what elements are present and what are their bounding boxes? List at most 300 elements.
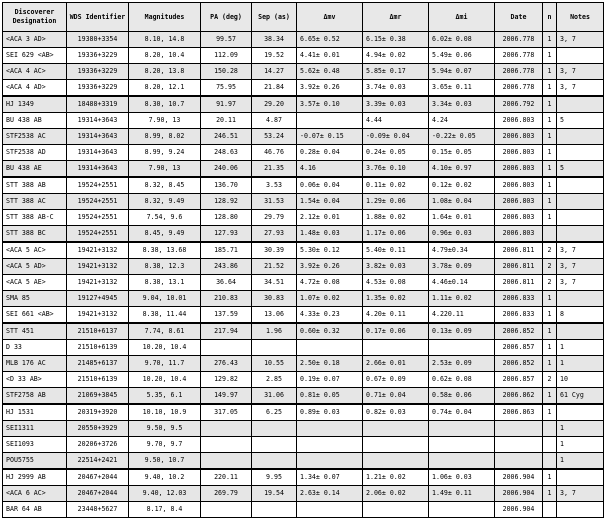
- table-row: [3, 80, 604, 97]
- cell-pa: 269.79: [201, 486, 252, 502]
- cell-discoverer: STF2538 AD: [3, 145, 67, 161]
- cell-notes: 3, 7: [557, 242, 604, 259]
- cell-date: 2006.811: [495, 242, 543, 259]
- cell-sep: 13.06: [252, 307, 297, 324]
- cell-notes: [557, 226, 604, 243]
- cell-dmv: [297, 340, 363, 356]
- cell-dmi: 0.62± 0.08: [429, 372, 495, 388]
- cell-date: 2006.803: [495, 177, 543, 194]
- cell-n: 1: [543, 113, 557, 129]
- table-row: [3, 388, 604, 405]
- table-row: [3, 372, 604, 388]
- cell-n: 1: [543, 129, 557, 145]
- cell-pa: 149.97: [201, 388, 252, 405]
- cell-notes: 10: [557, 372, 604, 388]
- cell-discoverer: <ACA 4 AC>: [3, 64, 67, 80]
- cell-discoverer: <ACA 5 AC>: [3, 242, 67, 259]
- cell-dmi: [429, 421, 495, 437]
- cell-magnitudes: 8.30, 10.7: [129, 96, 201, 113]
- table-row: [3, 323, 604, 340]
- cell-dmi: 4.10± 0.97: [429, 161, 495, 178]
- cell-discoverer: POU5755: [3, 453, 67, 470]
- cell-sep: 21.35: [252, 161, 297, 178]
- cell-dmv: 0.06± 0.04: [297, 177, 363, 194]
- cell-dmi: 2.53± 0.09: [429, 356, 495, 372]
- cell-notes: [557, 469, 604, 486]
- header-n: n: [543, 3, 557, 32]
- cell-dmv: [297, 437, 363, 453]
- cell-discoverer: BU 438 AE: [3, 161, 67, 178]
- header-date: Date: [495, 3, 543, 32]
- cell-dmi: 0.58± 0.06: [429, 388, 495, 405]
- cell-dmr: 1.21± 0.02: [363, 469, 429, 486]
- cell-dmi: 4.24: [429, 113, 495, 129]
- cell-sep: 30.83: [252, 291, 297, 307]
- table-row: [3, 210, 604, 226]
- table-row: [3, 242, 604, 259]
- table-row: [3, 469, 604, 486]
- cell-pa: 112.09: [201, 48, 252, 64]
- cell-discoverer: STT 388 AB: [3, 177, 67, 194]
- cell-sep: 10.55: [252, 356, 297, 372]
- table-container: [2, 2, 604, 518]
- cell-pa: 210.83: [201, 291, 252, 307]
- cell-date: 2006.803: [495, 129, 543, 145]
- cell-magnitudes: 8.32, 8.45: [129, 177, 201, 194]
- cell-pa: 36.64: [201, 275, 252, 291]
- table-row: [3, 421, 604, 437]
- cell-magnitudes: 8.45, 9.49: [129, 226, 201, 243]
- cell-dmi: 6.02± 0.08: [429, 32, 495, 48]
- table-row: [3, 259, 604, 275]
- cell-wds: 21069+3845: [67, 388, 129, 405]
- cell-wds: 22514+2421: [67, 453, 129, 470]
- cell-dmv: 6.65± 0.52: [297, 32, 363, 48]
- cell-pa: 240.06: [201, 161, 252, 178]
- cell-discoverer: D 33: [3, 340, 67, 356]
- cell-n: 2: [543, 275, 557, 291]
- cell-discoverer: BU 438 AB: [3, 113, 67, 129]
- cell-magnitudes: 9.70, 9.7: [129, 437, 201, 453]
- cell-dmv: 4.33± 0.23: [297, 307, 363, 324]
- table-row: [3, 291, 604, 307]
- cell-n: 1: [543, 356, 557, 372]
- table-row: [3, 453, 604, 470]
- cell-pa: 185.71: [201, 242, 252, 259]
- cell-dmi: 1.49± 0.11: [429, 486, 495, 502]
- cell-dmr: 1.17± 0.06: [363, 226, 429, 243]
- cell-discoverer: <ACA 4 AD>: [3, 80, 67, 97]
- cell-dmi: 5.94± 0.07: [429, 64, 495, 80]
- cell-pa: 127.93: [201, 226, 252, 243]
- cell-n: [543, 421, 557, 437]
- cell-discoverer: HJ 2999 AB: [3, 469, 67, 486]
- cell-date: [495, 421, 543, 437]
- cell-magnitudes: 10.10, 10.9: [129, 404, 201, 421]
- cell-wds: 19421+3132: [67, 307, 129, 324]
- cell-notes: [557, 291, 604, 307]
- cell-dmv: 0.28± 0.04: [297, 145, 363, 161]
- cell-dmv: [297, 453, 363, 470]
- cell-dmr: 1.88± 0.02: [363, 210, 429, 226]
- cell-dmv: -0.07± 0.15: [297, 129, 363, 145]
- cell-date: 2006.904: [495, 502, 543, 518]
- cell-n: [543, 502, 557, 518]
- cell-dmr: 3.39± 0.03: [363, 96, 429, 113]
- cell-dmr: [363, 502, 429, 518]
- cell-notes: 8: [557, 307, 604, 324]
- cell-n: 1: [543, 64, 557, 80]
- cell-notes: [557, 177, 604, 194]
- cell-dmv: 3.92± 0.26: [297, 259, 363, 275]
- cell-sep: 2.85: [252, 372, 297, 388]
- cell-notes: [557, 404, 604, 421]
- cell-sep: [252, 340, 297, 356]
- cell-discoverer: MLB 176 AC: [3, 356, 67, 372]
- cell-n: 1: [543, 80, 557, 97]
- cell-date: 2006.792: [495, 96, 543, 113]
- cell-dmr: 3.82± 0.03: [363, 259, 429, 275]
- cell-date: 2006.862: [495, 388, 543, 405]
- cell-wds: 19524+2551: [67, 226, 129, 243]
- cell-wds: 19421+3132: [67, 259, 129, 275]
- cell-wds: 19524+2551: [67, 177, 129, 194]
- cell-magnitudes: 9.70, 11.7: [129, 356, 201, 372]
- cell-date: 2006.778: [495, 64, 543, 80]
- cell-dmi: 3.78± 0.09: [429, 259, 495, 275]
- cell-sep: 29.20: [252, 96, 297, 113]
- cell-dmr: 2.66± 0.01: [363, 356, 429, 372]
- header-dmr: Δmr: [363, 3, 429, 32]
- table-row: [3, 48, 604, 64]
- cell-notes: [557, 129, 604, 145]
- cell-dmr: 1.29± 0.06: [363, 194, 429, 210]
- cell-dmi: 3.34± 0.03: [429, 96, 495, 113]
- cell-notes: 1: [557, 453, 604, 470]
- cell-sep: [252, 421, 297, 437]
- cell-notes: [557, 210, 604, 226]
- cell-notes: [557, 323, 604, 340]
- cell-n: 1: [543, 404, 557, 421]
- cell-date: 2006.863: [495, 404, 543, 421]
- cell-sep: 30.39: [252, 242, 297, 259]
- cell-dmv: 5.62± 0.48: [297, 64, 363, 80]
- cell-date: 2006.778: [495, 48, 543, 64]
- cell-dmi: 4.46±0.14: [429, 275, 495, 291]
- cell-pa: 243.86: [201, 259, 252, 275]
- cell-date: 2006.803: [495, 194, 543, 210]
- table-row: [3, 486, 604, 502]
- cell-magnitudes: 8.20, 12.1: [129, 80, 201, 97]
- cell-wds: 19421+3132: [67, 242, 129, 259]
- cell-discoverer: STT 451: [3, 323, 67, 340]
- cell-date: [495, 453, 543, 470]
- cell-n: [543, 226, 557, 243]
- table-row: [3, 307, 604, 324]
- cell-discoverer: STF2758 AB: [3, 388, 67, 405]
- cell-dmr: 0.67± 0.09: [363, 372, 429, 388]
- cell-magnitudes: 7.54, 9.6: [129, 210, 201, 226]
- cell-pa: 217.94: [201, 323, 252, 340]
- cell-dmi: 1.64± 0.01: [429, 210, 495, 226]
- table-row: [3, 437, 604, 453]
- cell-discoverer: SEI 629 <AB>: [3, 48, 67, 64]
- cell-dmi: 3.65± 0.11: [429, 80, 495, 97]
- header-sep: Sep (as): [252, 3, 297, 32]
- cell-date: 2006.803: [495, 145, 543, 161]
- cell-dmr: 4.94± 0.02: [363, 48, 429, 64]
- cell-notes: 3, 7: [557, 486, 604, 502]
- cell-discoverer: STT 388 AC: [3, 194, 67, 210]
- cell-discoverer: BAR 64 AB: [3, 502, 67, 518]
- cell-wds: 19314+3643: [67, 113, 129, 129]
- header-dmi: Δmi: [429, 3, 495, 32]
- cell-date: 2006.803: [495, 113, 543, 129]
- cell-sep: [252, 502, 297, 518]
- cell-n: 1: [543, 210, 557, 226]
- cell-pa: 91.97: [201, 96, 252, 113]
- cell-date: 2006.833: [495, 307, 543, 324]
- cell-wds: 19336+3229: [67, 48, 129, 64]
- cell-notes: [557, 145, 604, 161]
- cell-n: [543, 453, 557, 470]
- cell-pa: 317.05: [201, 404, 252, 421]
- cell-date: 2006.803: [495, 161, 543, 178]
- cell-magnitudes: 8.20, 13.8: [129, 64, 201, 80]
- cell-dmi: [429, 340, 495, 356]
- cell-dmv: 4.41± 0.01: [297, 48, 363, 64]
- cell-dmr: [363, 437, 429, 453]
- double-star-measurements-table: [2, 2, 604, 518]
- header-dmv: Δmv: [297, 3, 363, 32]
- cell-dmi: 0.74± 0.04: [429, 404, 495, 421]
- cell-notes: 1: [557, 356, 604, 372]
- cell-date: 2006.778: [495, 80, 543, 97]
- cell-sep: 27.93: [252, 226, 297, 243]
- cell-notes: [557, 48, 604, 64]
- cell-n: 1: [543, 194, 557, 210]
- cell-pa: [201, 437, 252, 453]
- cell-notes: 3, 7: [557, 259, 604, 275]
- cell-dmr: 6.15± 0.38: [363, 32, 429, 48]
- cell-discoverer: STF2538 AC: [3, 129, 67, 145]
- table-row: [3, 226, 604, 243]
- cell-pa: [201, 340, 252, 356]
- cell-pa: 129.82: [201, 372, 252, 388]
- header-row: [3, 3, 604, 32]
- cell-sep: 6.25: [252, 404, 297, 421]
- cell-notes: [557, 502, 604, 518]
- cell-magnitudes: 10.20, 10.4: [129, 340, 201, 356]
- table-row: [3, 340, 604, 356]
- cell-dmi: 1.06± 0.03: [429, 469, 495, 486]
- cell-discoverer: SEI 661 <AB>: [3, 307, 67, 324]
- cell-wds: 19336+3229: [67, 64, 129, 80]
- cell-magnitudes: 8.10, 14.8: [129, 32, 201, 48]
- header-discoverer: Discoverer Designation: [3, 3, 67, 32]
- cell-dmr: [363, 453, 429, 470]
- cell-magnitudes: 7.90, 13: [129, 161, 201, 178]
- cell-date: 2006.852: [495, 323, 543, 340]
- cell-dmi: 0.15± 0.05: [429, 145, 495, 161]
- cell-dmv: 0.60± 0.32: [297, 323, 363, 340]
- cell-dmi: [429, 502, 495, 518]
- cell-notes: 5: [557, 113, 604, 129]
- cell-dmi: 5.49± 0.06: [429, 48, 495, 64]
- cell-dmv: 4.16: [297, 161, 363, 178]
- cell-dmr: 3.74± 0.03: [363, 80, 429, 97]
- cell-wds: 21510+6139: [67, 340, 129, 356]
- cell-wds: 19314+3643: [67, 145, 129, 161]
- cell-dmv: 0.89± 0.03: [297, 404, 363, 421]
- cell-dmi: 0.96± 0.03: [429, 226, 495, 243]
- cell-dmr: [363, 421, 429, 437]
- cell-pa: [201, 453, 252, 470]
- cell-dmr: 0.24± 0.05: [363, 145, 429, 161]
- cell-n: [543, 437, 557, 453]
- cell-dmi: 1.11± 0.02: [429, 291, 495, 307]
- cell-dmv: 0.81± 0.05: [297, 388, 363, 405]
- cell-wds: 20467+2044: [67, 486, 129, 502]
- cell-dmr: 4.20± 0.11: [363, 307, 429, 324]
- cell-n: 2: [543, 259, 557, 275]
- cell-notes: 3, 7: [557, 80, 604, 97]
- cell-wds: 20319+3920: [67, 404, 129, 421]
- cell-n: 2: [543, 242, 557, 259]
- cell-discoverer: HJ 1531: [3, 404, 67, 421]
- cell-n: 1: [543, 161, 557, 178]
- table-row: [3, 177, 604, 194]
- cell-notes: 1: [557, 421, 604, 437]
- cell-n: 1: [543, 48, 557, 64]
- cell-sep: [252, 453, 297, 470]
- cell-date: 2006.857: [495, 340, 543, 356]
- cell-magnitudes: 8.99, 9.24: [129, 145, 201, 161]
- cell-pa: 128.92: [201, 194, 252, 210]
- table-row: [3, 113, 604, 129]
- cell-wds: 19524+2551: [67, 194, 129, 210]
- cell-magnitudes: 9.40, 12.03: [129, 486, 201, 502]
- cell-dmi: 0.13± 0.09: [429, 323, 495, 340]
- cell-sep: 19.52: [252, 48, 297, 64]
- cell-wds: 23448+5627: [67, 502, 129, 518]
- cell-wds: 19421+3132: [67, 275, 129, 291]
- cell-magnitudes: 9.04, 10.01: [129, 291, 201, 307]
- cell-discoverer: STT 388 AB-C: [3, 210, 67, 226]
- table-row: [3, 32, 604, 48]
- cell-dmi: -0.22± 0.05: [429, 129, 495, 145]
- cell-discoverer: HJ 1349: [3, 96, 67, 113]
- cell-date: [495, 437, 543, 453]
- cell-pa: 137.59: [201, 307, 252, 324]
- cell-discoverer: <ACA 5 AD>: [3, 259, 67, 275]
- cell-notes: [557, 194, 604, 210]
- cell-sep: 31.53: [252, 194, 297, 210]
- cell-notes: 61 Cyg: [557, 388, 604, 405]
- cell-dmv: [297, 421, 363, 437]
- cell-sep: 4.87: [252, 113, 297, 129]
- cell-n: 2: [543, 372, 557, 388]
- cell-sep: 1.96: [252, 323, 297, 340]
- table-row: [3, 275, 604, 291]
- cell-sep: [252, 437, 297, 453]
- cell-dmr: 4.44: [363, 113, 429, 129]
- cell-sep: 53.24: [252, 129, 297, 145]
- cell-dmr: 0.71± 0.04: [363, 388, 429, 405]
- cell-pa: [201, 502, 252, 518]
- table-row: [3, 356, 604, 372]
- cell-date: 2006.904: [495, 486, 543, 502]
- table-row: [3, 96, 604, 113]
- table-row: [3, 502, 604, 518]
- cell-n: 1: [543, 469, 557, 486]
- table-row: [3, 194, 604, 210]
- cell-n: 1: [543, 388, 557, 405]
- cell-pa: [201, 421, 252, 437]
- cell-n: 1: [543, 145, 557, 161]
- cell-dmv: 2.12± 0.01: [297, 210, 363, 226]
- header-notes: Notes: [557, 3, 604, 32]
- cell-discoverer: STT 388 BC: [3, 226, 67, 243]
- cell-n: 1: [543, 323, 557, 340]
- cell-dmr: [363, 340, 429, 356]
- cell-wds: 19336+3229: [67, 80, 129, 97]
- cell-n: 1: [543, 340, 557, 356]
- cell-pa: 220.11: [201, 469, 252, 486]
- cell-dmi: [429, 453, 495, 470]
- header-pa: PA (deg): [201, 3, 252, 32]
- cell-n: 1: [543, 307, 557, 324]
- cell-dmv: 1.07± 0.02: [297, 291, 363, 307]
- cell-wds: 18488+3319: [67, 96, 129, 113]
- cell-pa: 128.80: [201, 210, 252, 226]
- cell-sep: 21.52: [252, 259, 297, 275]
- cell-n: 1: [543, 291, 557, 307]
- cell-wds: 21510+6139: [67, 372, 129, 388]
- cell-notes: 5: [557, 161, 604, 178]
- cell-discoverer: SEI1093: [3, 437, 67, 453]
- cell-dmv: 3.92± 0.26: [297, 80, 363, 97]
- cell-n: 1: [543, 177, 557, 194]
- cell-wds: 19380+3354: [67, 32, 129, 48]
- cell-discoverer: <D 33 AB>: [3, 372, 67, 388]
- cell-discoverer: <ACA 3 AD>: [3, 32, 67, 48]
- cell-date: 2006.811: [495, 275, 543, 291]
- header-wds: WDS Identifier: [67, 3, 129, 32]
- cell-sep: 14.27: [252, 64, 297, 80]
- cell-magnitudes: 5.35, 6.1: [129, 388, 201, 405]
- cell-magnitudes: 8.38, 11.44: [129, 307, 201, 324]
- cell-date: 2006.852: [495, 356, 543, 372]
- cell-n: 1: [543, 486, 557, 502]
- cell-dmr: 5.40± 0.11: [363, 242, 429, 259]
- cell-dmr: 0.17± 0.06: [363, 323, 429, 340]
- cell-dmi: 0.12± 0.02: [429, 177, 495, 194]
- cell-dmr: 3.76± 0.10: [363, 161, 429, 178]
- cell-wds: 20206+3726: [67, 437, 129, 453]
- cell-dmv: 5.30± 0.12: [297, 242, 363, 259]
- cell-n: 1: [543, 96, 557, 113]
- cell-dmi: 4.220.11: [429, 307, 495, 324]
- cell-dmv: [297, 113, 363, 129]
- cell-date: 2006.778: [495, 32, 543, 48]
- cell-pa: 276.43: [201, 356, 252, 372]
- cell-date: 2006.811: [495, 259, 543, 275]
- cell-date: 2006.904: [495, 469, 543, 486]
- cell-sep: 3.53: [252, 177, 297, 194]
- cell-sep: 9.95: [252, 469, 297, 486]
- cell-wds: 19127+4945: [67, 291, 129, 307]
